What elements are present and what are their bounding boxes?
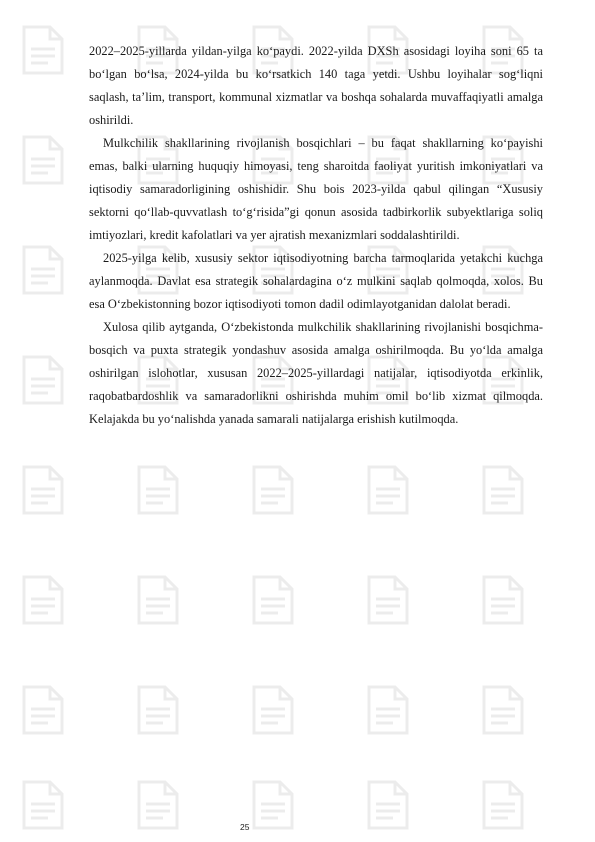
document-watermark-icon <box>250 685 294 735</box>
document-watermark-icon <box>480 465 524 515</box>
page-number: 25 <box>240 822 250 832</box>
paragraph-4: Xulosa qilib aytganda, O‘zbekistonda mulkchilik shakllarining rivojlanishi bosqichma-bosqich va puxta strategik yondashuv asosida amalga oshirilmoqda. Bu yo‘lda amalga oshirilgan islohotlar, xususan 2022–2025-yillardagi natijalar, iqtisodiyotda erkinlik, raqobatbardoshlik va samaradorlikni oshirishda muhim omil bo‘lib xizmat qilmoqda. Kelajakda bu yo‘nalishda yanada samarali natijalarga erishish kutilmoqda. <box>89 320 543 426</box>
document-watermark-icon <box>20 780 64 830</box>
document-watermark-icon <box>20 355 64 405</box>
document-watermark-icon <box>365 465 409 515</box>
document-watermark-icon <box>365 575 409 625</box>
paragraph-1: 2022–2025-yillarda yildan-yilga ko‘paydi. 2022-yilda DXSh asosidagi loyiha soni 65 ta bo‘lgan bo‘lsa, 2024-yilda bu ko‘rsatkich 140 taga yetdi. Ushbu loyihalar sog‘liqni saqlash, ta’lim, transport, kommunal xizmatlar va boshqa sohalarda muvaffaqiyatli amalga oshirildi. <box>89 44 543 127</box>
document-watermark-icon <box>20 685 64 735</box>
document-watermark-icon <box>20 135 64 185</box>
document-watermark-icon <box>250 465 294 515</box>
document-watermark-icon <box>480 575 524 625</box>
document-watermark-icon <box>365 780 409 830</box>
document-watermark-icon <box>20 245 64 295</box>
document-watermark-icon <box>20 465 64 515</box>
document-watermark-icon <box>20 25 64 75</box>
paragraph-2: Mulkchilik shakllarining rivojlanish bosqichlari – bu faqat shakllarning ko‘payishi emas, balki ularning huquqiy himoyasi, teng sharoitda faoliyat yuritish imkoniyatlari va iqtisodiy samaradorligining oshishidir. Shu bois 2023-yilda qabul qilingan “Xususiy sektorni qo‘llab-quvvatlash to‘g‘risida”gi qonun asosida tadbirkorlik subyektlariga soliq imtiyozlari, kredit kafolatlari va yer ajratish mexanizmlari soddalashtirildi. <box>89 136 543 242</box>
document-watermark-icon <box>135 685 179 735</box>
document-watermark-icon <box>135 465 179 515</box>
document-watermark-icon <box>250 575 294 625</box>
paragraph-3: 2025-yilga kelib, xususiy sektor iqtisodiyotning barcha tarmoqlarida yetakchi kuchga aylanmoqda. Davlat esa strategik sohalardagina o‘z mulkini saqlab qolmoqda, xolos. Bu esa O‘zbekistonning bozor iqtisodiyoti tomon dadil odimlayotganidan dalolat beradi. <box>89 251 543 311</box>
document-watermark-icon <box>20 575 64 625</box>
document-watermark-icon <box>135 575 179 625</box>
document-watermark-icon <box>365 685 409 735</box>
document-watermark-icon <box>135 780 179 830</box>
document-watermark-icon <box>250 780 294 830</box>
document-watermark-icon <box>480 780 524 830</box>
document-body <box>89 40 543 431</box>
document-watermark-icon <box>480 685 524 735</box>
